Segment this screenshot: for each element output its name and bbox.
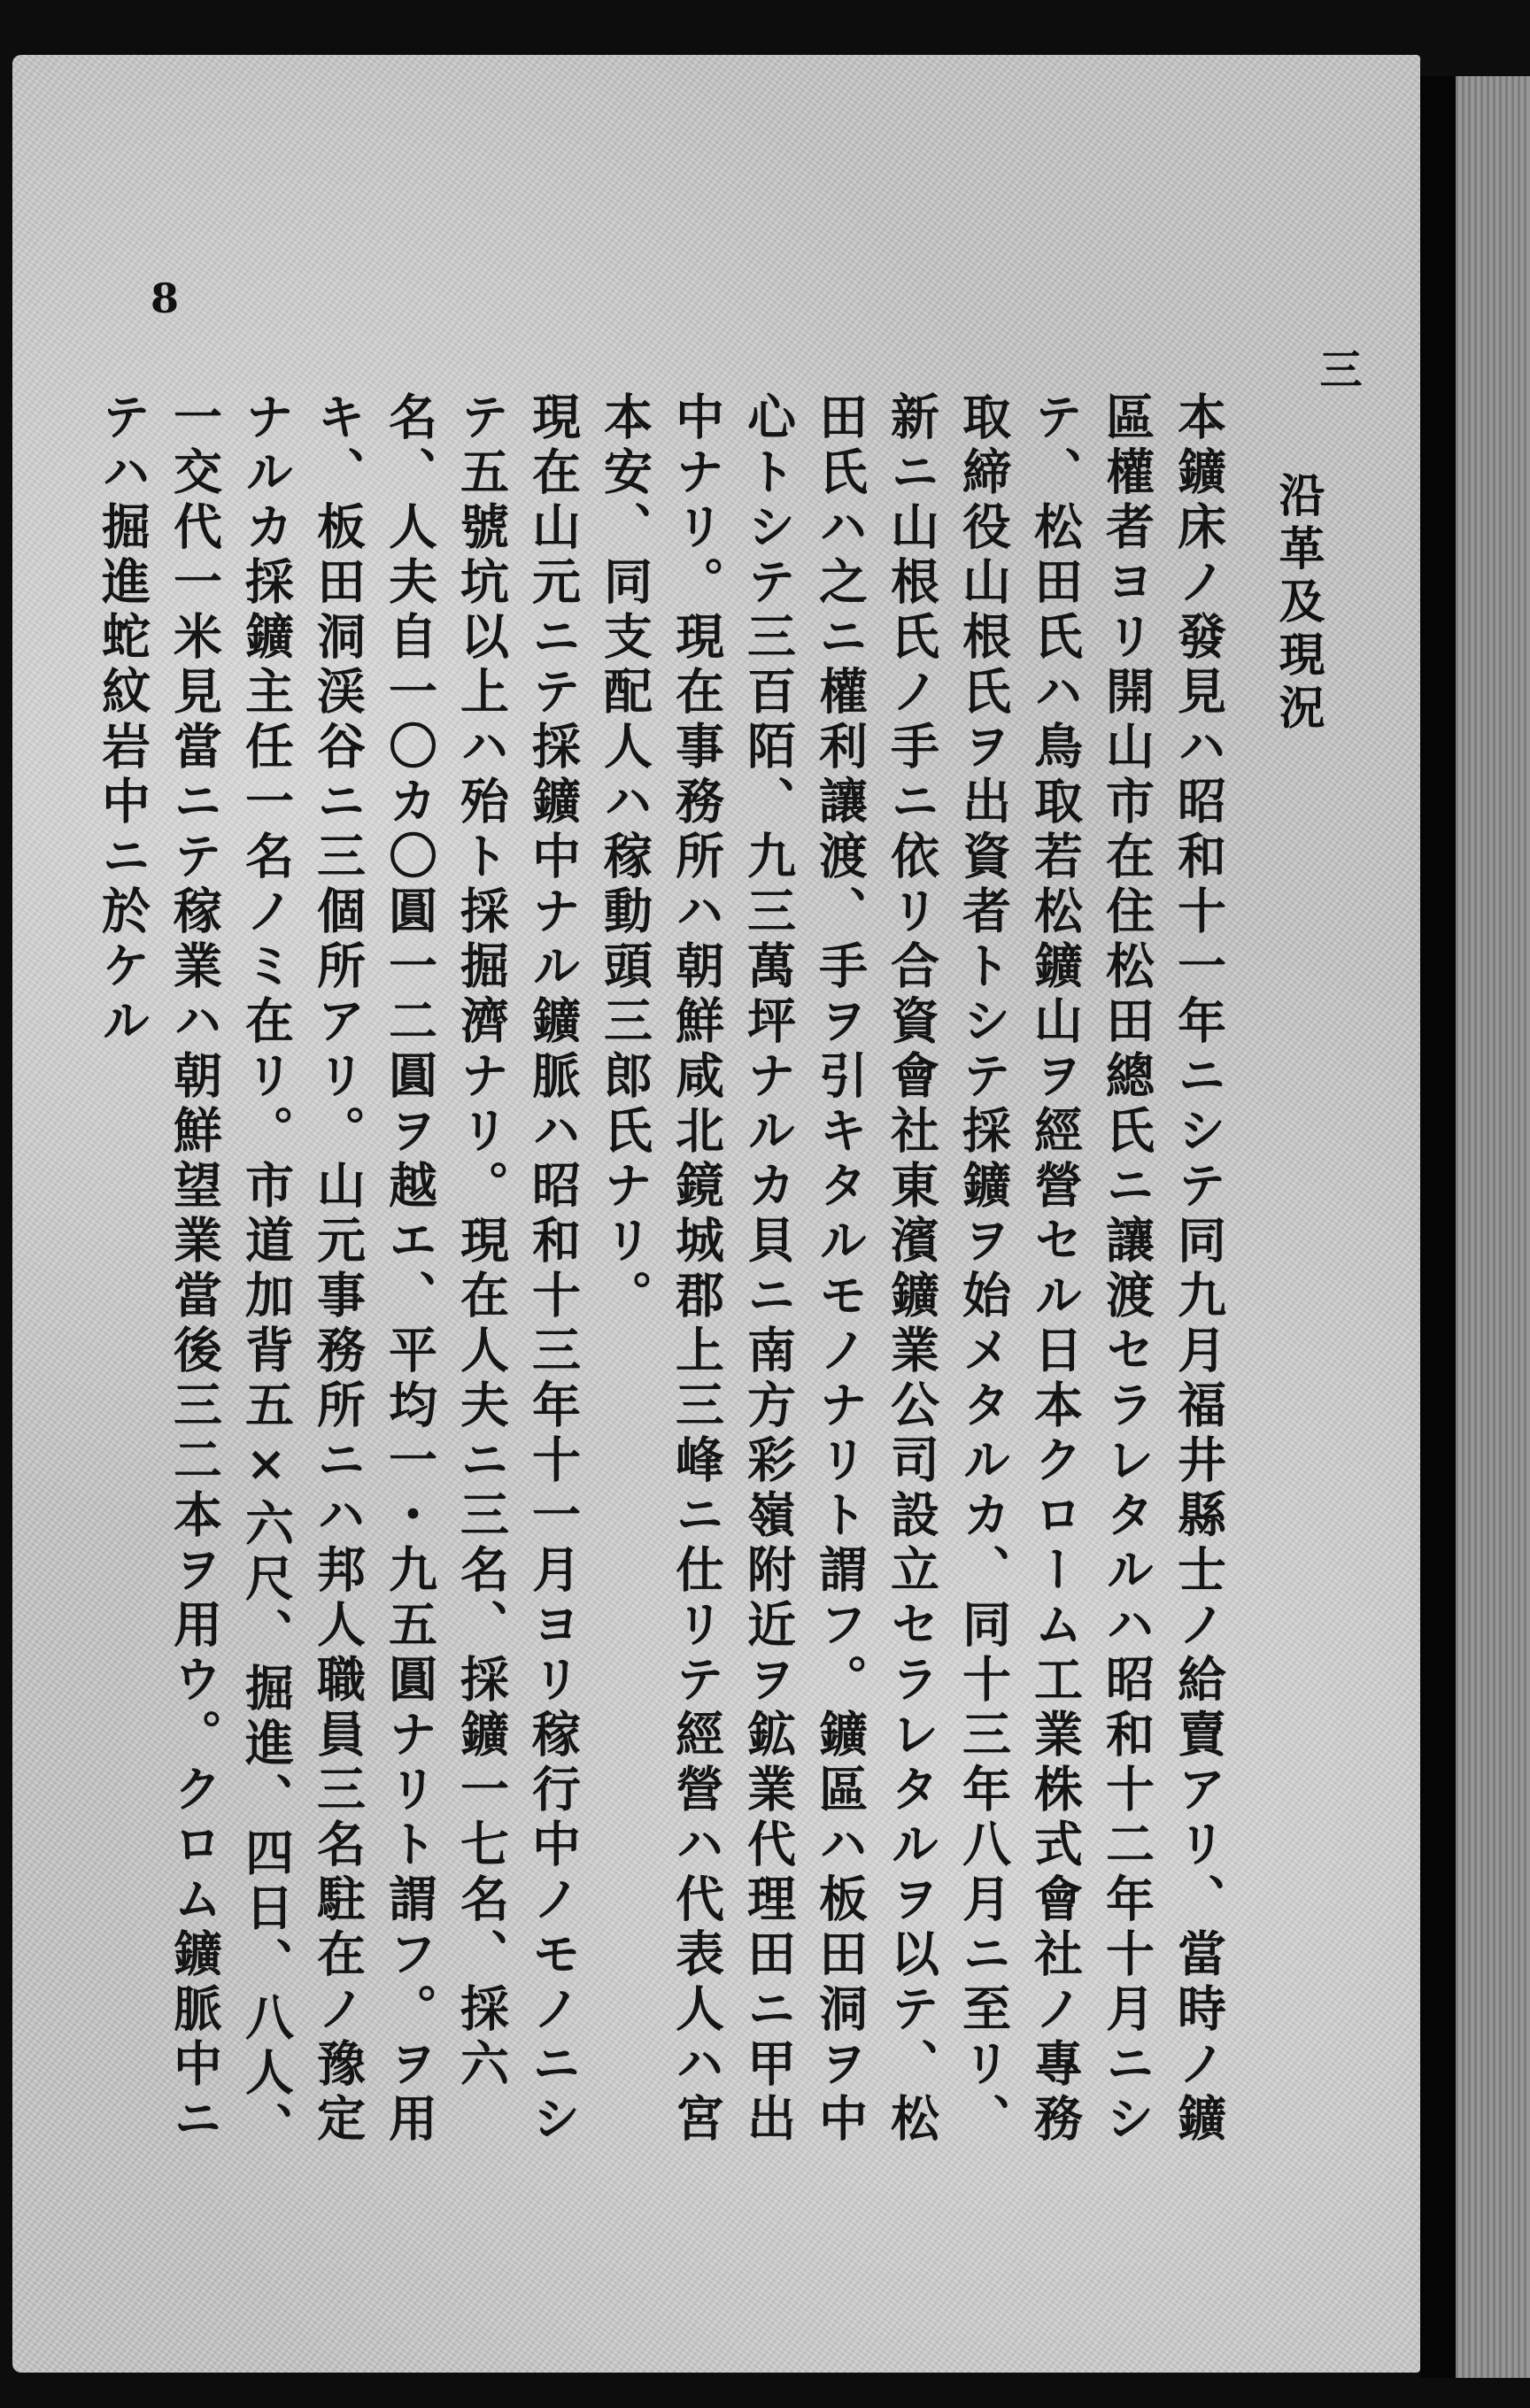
book-page [12,55,1420,2373]
section-title: 沿革及現況 [1271,471,1325,737]
body-text [94,391,1234,2197]
page-edge [1456,76,1530,2378]
paragraph: 本鑛床ノ發見ハ昭和十一年ニシテ同九月福井縣士ノ給賣アリ、當時ノ鑛區權者ヨリ開山市在住松田總氏ニ讓渡セラレタルハ昭和十二年十月ニシテ、松田氏ハ鳥取若松鑛山ヲ經營セル日本クローム工業株式會社ノ專務取締役山根氏ヲ出資者トシテ採鑛ヲ始メタルカ、同十三年八月ニ至リ、新ニ山根氏ノ手ニ依リ合資會社東濱鑛業公司設立セラレタルヲ以テ、松田氏ハ之ニ權利讓渡、手ヲ引キタルモノナリト謂フ。鑛區ハ板田洞ヲ中心トシテ三百陌、九三萬坪ナルカ貝ニ南方彩嶺附近ヲ鉱業代理田ニ甲出中ナリ。現在事務所ハ朝鮮咸北鏡城郡上三峰ニ仕リテ經營ハ代表人ハ宮本安、同支配人ハ稼動頭三郎氏ナリ。 [596,391,1227,2148]
paragraph: 現在山元ニテ採鑛中ナル鑛脈ハ昭和十三年十一月ヨリ稼行中ノモノニシテ五號坑以上ハ殆ト採掘濟ナリ。現在人夫ニ三名、採鑛一七名、採六名、人夫自一〇カ〇圓一二圓ヲ越エ、平均一・九五圓ナリト謂フ。ヲ用キ、板田洞渓谷ニ三個所アリ。山元事務所ニハ邦人職員三名駐在ノ豫定ナルカ採鑛主任一名ノミ在リ。市道加背五×六尺、掘進、四日、八人、一交代一米見當ニテ稼業ハ朝鮮望業當後三二本ヲ用ウ。クロム鑛脈中ニテハ掘進蛇紋岩中ニ於ケル [94,391,582,2157]
section-number: 三 [1312,347,1362,390]
page-number: 8 [151,274,180,322]
book-spine [1420,76,1456,2378]
